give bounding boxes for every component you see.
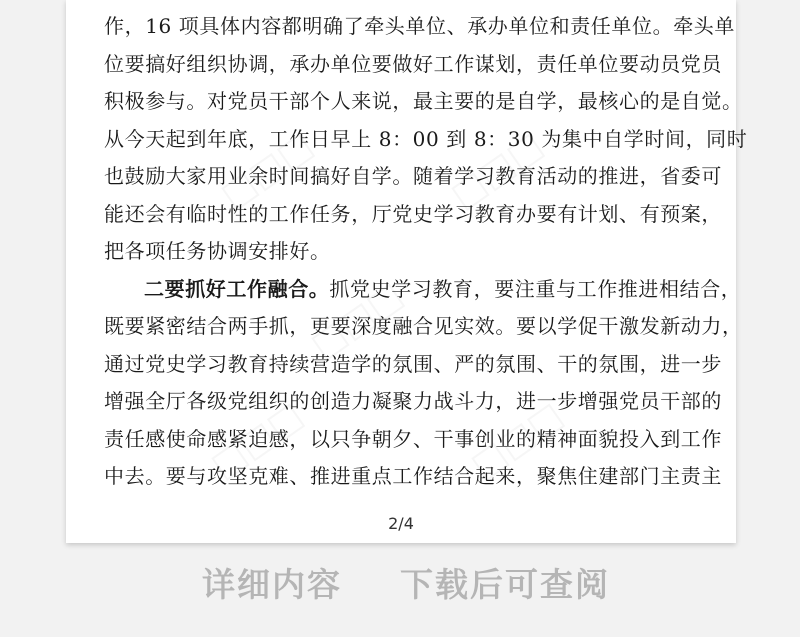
watermark: □□□ xyxy=(463,394,571,487)
paragraph-line: 能还会有临时性的工作任务，厅党史学习教育办要有计划、有预案， xyxy=(104,201,722,226)
section-heading-line xyxy=(104,271,742,309)
paragraph-line: 责任感使命感紧迫感，以只争朝夕、干事创业的精神面貌投入到工作 xyxy=(104,426,722,451)
paragraph-text: 抓党史学习教育，要注重与工作推进相结合， xyxy=(329,276,742,301)
details-button[interactable]: 详细内容 xyxy=(202,565,342,604)
paragraph-line: 作，16 项具体内容都明确了牵头单位、承办单位和责任单位。牵头单 xyxy=(104,14,736,38)
paragraph-line: 也鼓励大家用业余时间搞好自学。随着学习教育活动的推进，省委可 xyxy=(104,164,722,188)
section-heading: 二要抓好工作融合。 xyxy=(144,276,330,301)
watermark: □□□ xyxy=(303,274,411,367)
paragraph-line: 位要搞好组织协调，承办单位要做好工作谋划，责任单位要动员党员 xyxy=(104,51,722,76)
paragraph-line: 积极参与。对党员干部个人来说，最主要的是自学，最核心的是自觉。 xyxy=(104,89,743,113)
watermark: □□□ xyxy=(213,124,321,217)
paragraph-line: 通过党史学习教育持续营造学的氛围、严的氛围、干的氛围，进一步 xyxy=(104,351,722,376)
page-number: 2/4 xyxy=(388,514,414,533)
watermark: □□□ xyxy=(443,124,551,217)
document-page xyxy=(66,0,748,543)
paragraph-line: 把各项任务协调安排好。 xyxy=(104,239,331,263)
footer-bar xyxy=(0,563,800,607)
paragraph-line: 中去。要与攻坚克难、推进重点工作结合起来，聚焦住建部门主责主 xyxy=(104,464,722,488)
watermark: □□□ xyxy=(203,394,311,487)
paragraph-line: 增强全厅各级党组织的创造力凝聚力战斗力，进一步增强党员干部的 xyxy=(104,389,722,413)
download-button[interactable]: 下载后可查阅 xyxy=(400,565,610,604)
paragraph-line: 从今天起到年底，工作日早上 8：00 到 8：30 为集中自学时间，同时 xyxy=(104,126,748,151)
document-body xyxy=(104,8,748,496)
paragraph-line: 既要紧密结合两手抓，更要深度融合见实效。要以学促干激发新动力， xyxy=(104,314,743,338)
